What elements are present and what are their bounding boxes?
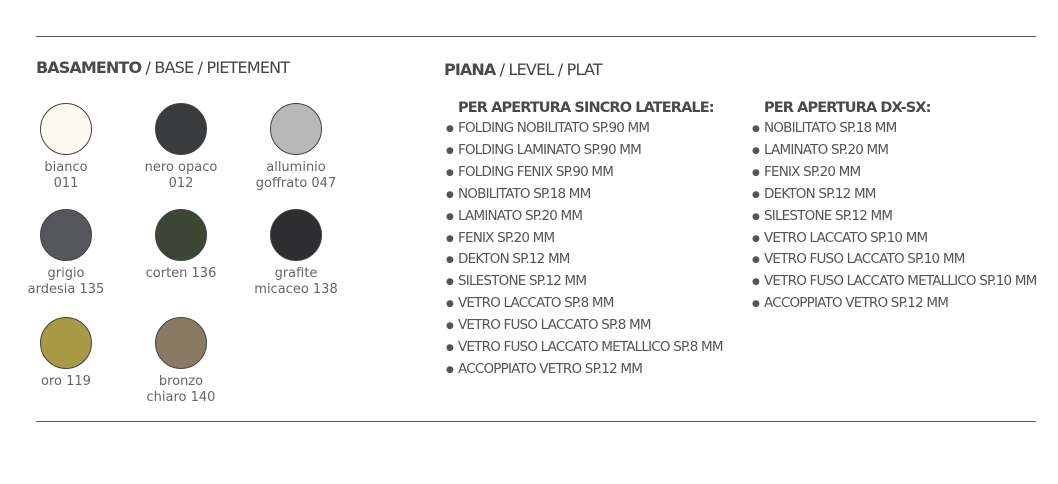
finish-item	[446, 337, 723, 359]
finish-item-text: ACCOPPIATO VETRO SP.12 MM	[458, 360, 643, 377]
finish-item	[752, 206, 1037, 228]
base-title-rest: / BASE / PIETEMENT	[141, 58, 290, 77]
finish-item	[752, 184, 1037, 206]
finish-item-text: SILESTONE SP.12 MM	[764, 207, 893, 224]
color-swatch	[40, 209, 92, 261]
finish-item	[446, 359, 723, 381]
swatch-label-line: corten 136	[145, 266, 217, 281]
swatch-item	[236, 209, 356, 298]
bullet-icon: ●	[446, 277, 454, 288]
swatch-label-line: ardesia 135	[27, 282, 105, 297]
base-title-bold: BASAMENTO	[36, 58, 142, 77]
finish-item-text: LAMINATO SP.20 MM	[764, 141, 889, 158]
finish-column-dx-sx	[752, 98, 1037, 315]
finish-item	[446, 249, 723, 271]
swatch-label-line: chiaro 140	[146, 390, 216, 405]
finish-item	[752, 228, 1037, 250]
bullet-icon: ●	[752, 299, 760, 310]
finish-item-text: VETRO FUSO LACCATO METALLICO SP.10 MM	[764, 273, 1037, 290]
finish-list	[446, 118, 723, 381]
finish-item	[446, 271, 723, 293]
color-swatch	[155, 209, 207, 261]
bullet-icon: ●	[446, 255, 454, 266]
swatch-label-line: 011	[53, 176, 79, 191]
bullet-icon: ●	[446, 145, 454, 156]
swatch-label-line: grafite	[274, 266, 318, 281]
finish-item-text: FOLDING FENIX SP.90 MM	[458, 163, 614, 180]
finish-item	[446, 140, 723, 162]
finish-item-text: DEKTON SP.12 MM	[764, 185, 876, 202]
swatch-label	[121, 160, 241, 192]
bullet-icon: ●	[446, 364, 454, 375]
swatch-label	[121, 374, 241, 406]
finish-item-text: FOLDING LAMINATO SP.90 MM	[458, 141, 641, 158]
finish-item-text: FENIX SP.20 MM	[764, 163, 861, 180]
top-title-bold: PIANA	[444, 60, 496, 79]
finish-item-text: VETRO FUSO LACCATO METALLICO SP.8 MM	[458, 339, 723, 356]
bullet-icon: ●	[752, 233, 760, 244]
swatch-label	[236, 160, 356, 192]
finish-item	[446, 162, 723, 184]
finish-item	[752, 118, 1037, 140]
bullet-icon: ●	[752, 189, 760, 200]
swatch-label	[6, 374, 126, 390]
swatch-label-line: bianco	[44, 160, 88, 175]
finish-item-text: VETRO LACCATO SP.8 MM	[458, 295, 614, 312]
finish-item	[752, 162, 1037, 184]
finish-item	[446, 315, 723, 337]
finish-item-text: SILESTONE SP.12 MM	[458, 273, 587, 290]
top-divider	[36, 36, 1036, 37]
finish-item-text: FOLDING NOBILITATO SP.90 MM	[458, 120, 650, 136]
bullet-icon: ●	[752, 124, 760, 134]
swatch-label-line: oro 119	[41, 374, 91, 389]
swatch-label	[6, 160, 126, 192]
finish-item	[446, 118, 723, 140]
finish-item-text: NOBILITATO SP.18 MM	[764, 120, 897, 136]
bullet-icon: ●	[446, 343, 454, 354]
bullet-icon: ●	[446, 189, 454, 200]
bullet-icon: ●	[446, 167, 454, 178]
finish-item	[752, 293, 1037, 315]
swatch-label-line: goffrato 047	[255, 176, 337, 191]
swatch-item	[121, 209, 241, 282]
color-swatch	[270, 209, 322, 261]
color-swatch	[155, 317, 207, 369]
swatch-item	[121, 103, 241, 192]
swatch-label-line: nero opaco	[144, 160, 218, 175]
finish-item-text: VETRO LACCATO SP.10 MM	[764, 229, 928, 246]
finish-item	[752, 249, 1037, 271]
finish-column-sincro	[446, 98, 723, 381]
color-swatch	[270, 103, 322, 155]
finish-item-text: LAMINATO SP.20 MM	[458, 207, 583, 224]
finish-item-text: ACCOPPIATO VETRO SP.12 MM	[764, 295, 949, 312]
color-swatch	[155, 103, 207, 155]
swatch-item	[6, 317, 126, 390]
bullet-icon: ●	[752, 167, 760, 178]
swatch-label	[6, 266, 126, 298]
swatch-label-line: micaceo 138	[254, 282, 338, 297]
base-section-title	[36, 58, 289, 77]
color-swatch	[40, 103, 92, 155]
swatch-label-line: bronzo	[158, 374, 204, 389]
finish-item-text: VETRO FUSO LACCATO SP.10 MM	[764, 251, 965, 268]
bullet-icon: ●	[446, 233, 454, 244]
column-heading: PER APERTURA SINCRO LATERALE:	[458, 100, 714, 116]
finish-item-text: DEKTON SP.12 MM	[458, 251, 570, 268]
finish-item	[752, 271, 1037, 293]
swatch-item	[6, 103, 126, 192]
swatch-item	[236, 103, 356, 192]
finish-item-text: NOBILITATO SP.18 MM	[458, 185, 591, 202]
finish-item-text: FENIX SP.20 MM	[458, 229, 555, 246]
swatch-label-line: alluminio	[266, 160, 326, 175]
bullet-icon: ●	[446, 299, 454, 310]
swatch-item	[121, 317, 241, 406]
swatch-label	[121, 266, 241, 282]
bottom-divider	[36, 421, 1036, 422]
bullet-icon: ●	[446, 211, 454, 222]
finish-item	[446, 206, 723, 228]
finish-list	[752, 118, 1037, 315]
finish-item	[752, 140, 1037, 162]
bullet-icon: ●	[446, 321, 454, 332]
swatch-label	[236, 266, 356, 298]
bullet-icon: ●	[752, 277, 760, 288]
top-title-rest: / LEVEL / PLAT	[495, 60, 602, 79]
color-swatch	[40, 317, 92, 369]
column-heading: PER APERTURA DX-SX:	[764, 100, 931, 116]
swatch-label-line: 012	[168, 176, 194, 191]
bullet-icon: ●	[752, 255, 760, 266]
top-section-title	[444, 60, 602, 79]
bullet-icon: ●	[752, 145, 760, 156]
bullet-icon: ●	[446, 124, 454, 134]
swatch-item	[6, 209, 126, 298]
bullet-icon: ●	[752, 211, 760, 222]
finish-item	[446, 184, 723, 206]
finish-item	[446, 293, 723, 315]
swatch-label-line: grigio	[47, 266, 85, 281]
finish-item	[446, 228, 723, 250]
finish-item-text: VETRO FUSO LACCATO SP.8 MM	[458, 317, 651, 334]
